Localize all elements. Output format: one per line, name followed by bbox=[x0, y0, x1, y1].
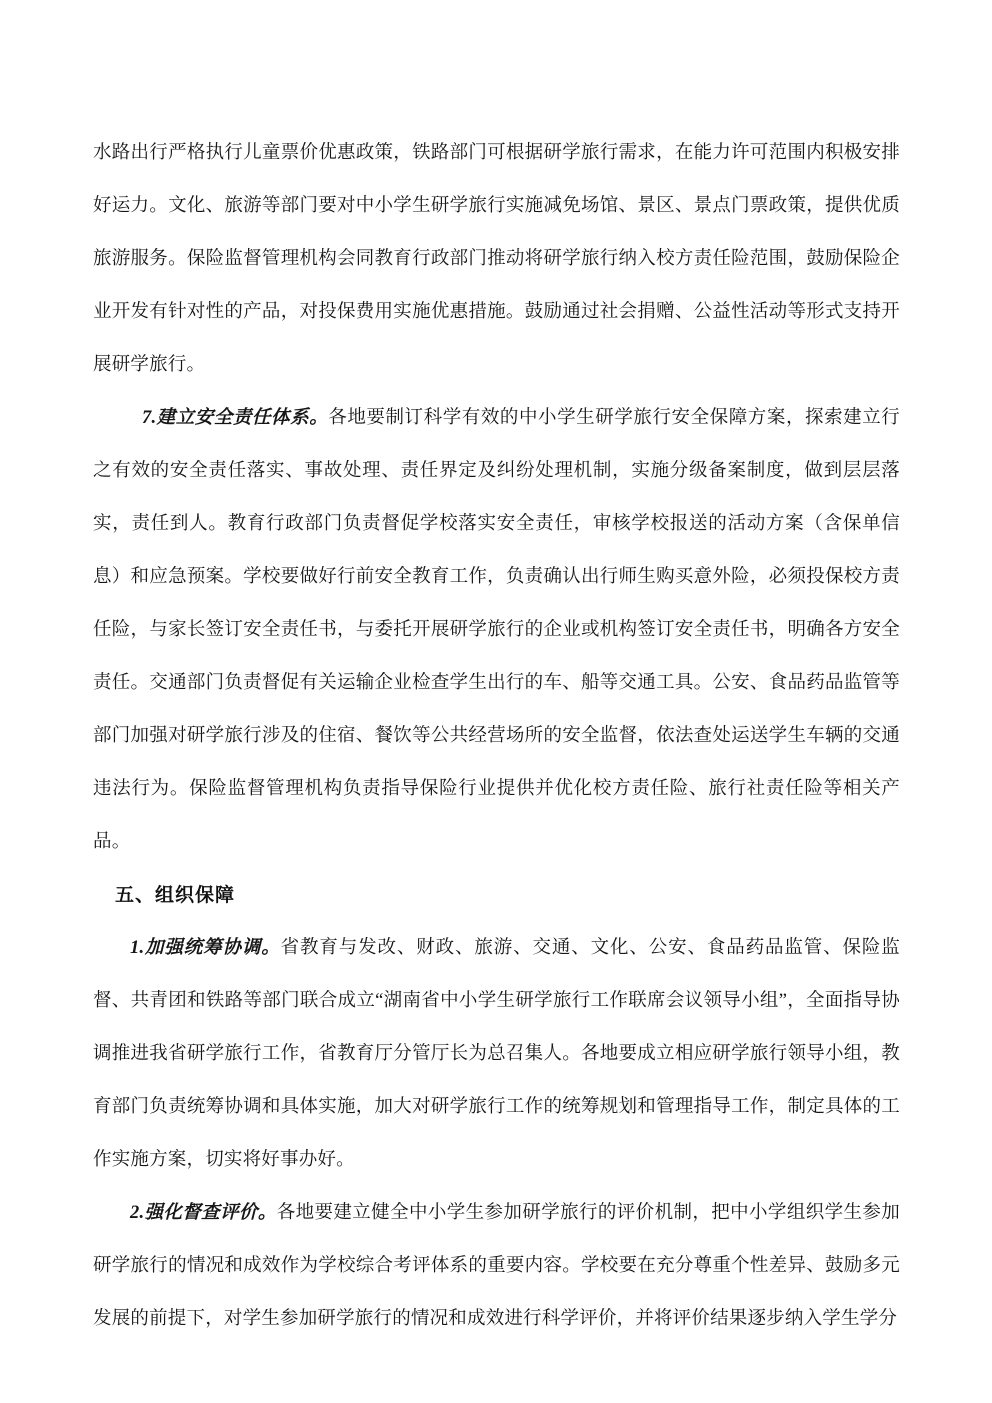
paragraph-text-7: 各地要制订科学有效的中小学生研学旅行安全保障方案，探索建立行之有效的安全责任落实、事故处理、责任界定及纠纷处理机制，实施分级备案制度，做到层层落实，责任到人。教育行政部门负责督促学校落实安全责任，审核学校报送的活动方案（含保单信息）和应急预案。学校要做好行前安全教育工作，负责确认出行师生购买意外险，必须投保校方责任险，与家长签订安全责任书，与委托开展研学旅行的企业或机构签订安全责任书，明确各方安全责任。交通部门负责督促有关运输企业检查学生出行的车、船等交通工具。公安、食品药品监管等部门加强对研学旅行涉及的住宿、餐饮等公共经营场所的安全监督，依法查处运送学生车辆的交通违法行为。保险监督管理机构负责指导保险行业提供并优化校方责任险、旅行社责任险等相关产品。 bbox=[93, 408, 900, 852]
paragraph-text-2: 各地要建立健全中小学生参加研学旅行的评价机制，把中小学组织学生参加研学旅行的情况和成效作为学校综合考评体系的重要内容。学校要在充分尊重个性差异、鼓励多元发展的前提下，对学生参加研学旅行的情况和成效进行科学评价，并将评价结果逐步纳入学生学分 bbox=[93, 1203, 900, 1329]
paragraph-text-1: 省教育与发改、财政、旅游、交通、文化、公安、食品药品监管、保险监督、共青团和铁路等部门联合成立“湖南省中小学生研学旅行工作联席会议领导小组”，全面指导协调推进我省研学旅行工作，省教育厅分管厅长为总召集人。各地要成立相应研学旅行领导小组，教育部门负责统筹协调和具体实施，加大对研学旅行工作的统筹规划和管理指导工作，制定具体的工作实施方案，切实将好事办好。 bbox=[93, 938, 900, 1170]
paragraph-lead-2: 2.强化督查评价。 bbox=[130, 1203, 277, 1223]
paragraph-lead-1: 1.加强统筹协调。 bbox=[130, 938, 281, 958]
paragraph-7-safety-responsibility bbox=[93, 392, 900, 869]
paragraph-2-supervision-evaluation bbox=[93, 1187, 900, 1346]
paragraph-lead-7: 7.建立安全责任体系。 bbox=[142, 408, 329, 428]
section-heading-5-organizational-support: 五、组织保障 bbox=[115, 885, 236, 906]
paragraph-transport-policy-continuation: 水路出行严格执行儿童票价优惠政策，铁路部门可根据研学旅行需求，在能力许可范围内积极安排好运力。文化、旅游等部门要对中小学生研学旅行实施减免场馆、景区、景点门票政策，提供优质旅游服务。保险监督管理机构会同教育行政部门推动将研学旅行纳入校方责任险范围，鼓励保险企业开发有针对性的产品，对投保费用实施优惠措施。鼓励通过社会捐赠、公益性活动等形式支持开展研学旅行。 bbox=[93, 143, 900, 375]
paragraph-1-coordination bbox=[93, 922, 900, 1187]
